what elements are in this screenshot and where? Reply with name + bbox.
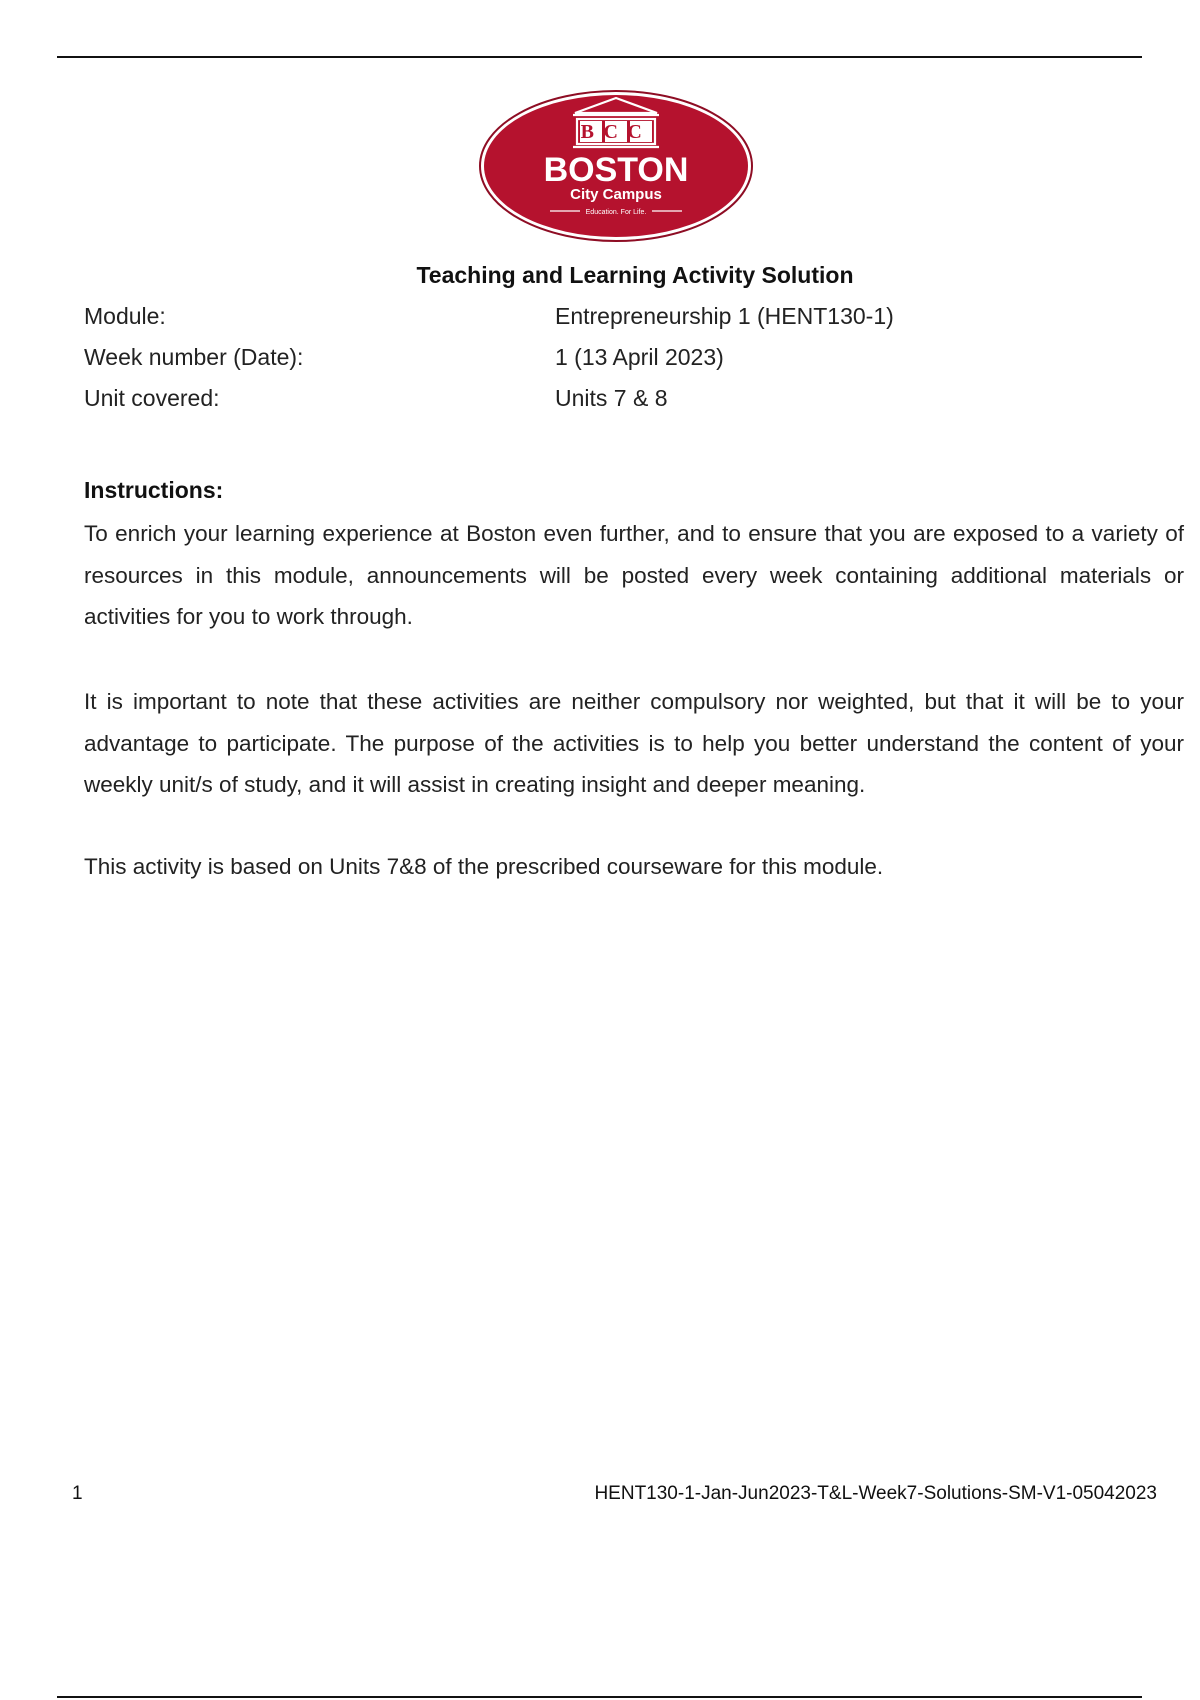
svg-text:Education. For Life.: Education. For Life.	[585, 209, 647, 216]
instructions-paragraph: To enrich your learning experience at Boston even further, and to ensure that you are exposed to a variety of resources in this module, announcements will be posted every week containing additional materials or activities for you to work through.	[84, 521, 1184, 629]
svg-text:BOSTON: BOSTON	[543, 151, 689, 189]
meta-value: Units 7 & 8	[555, 385, 668, 411]
meta-label: Week number (Date):	[84, 344, 304, 370]
page-number: 1	[72, 1483, 83, 1504]
top-divider	[57, 56, 1142, 58]
document-code: HENT130-1-Jan-Jun2023-T&L-Week7-Solutions-SM-V1-05042023	[594, 1483, 1157, 1504]
meta-value: 1 (13 April 2023)	[555, 344, 724, 370]
instructions-heading: Instructions:	[84, 477, 224, 503]
meta-row-week	[84, 344, 1184, 385]
meta-row-units	[84, 385, 1184, 426]
document-title: Teaching and Learning Activity Solution	[416, 262, 854, 288]
svg-text:BCC: BCC	[580, 121, 652, 143]
meta-row-module	[84, 303, 1184, 344]
instructions-paragraph: This activity is based on Units 7&8 of the prescribed courseware for this module.	[84, 854, 884, 879]
module-info	[84, 303, 1184, 426]
meta-label: Module:	[84, 303, 166, 329]
meta-label: Unit covered:	[84, 385, 220, 411]
boston-city-campus-logo	[478, 89, 754, 243]
meta-value: Entrepreneurship 1 (HENT130-1)	[555, 303, 894, 329]
svg-text:City Campus: City Campus	[570, 186, 662, 203]
instructions-paragraph: It is important to note that these activities are neither compulsory nor weighted, but that it will be to your advantage to participate. The purpose of the activities is to help you better understand the content of your weekly unit/s of study, and it will assist in creating insight and deeper meaning.	[84, 689, 1184, 797]
bottom-divider	[57, 1696, 1142, 1698]
